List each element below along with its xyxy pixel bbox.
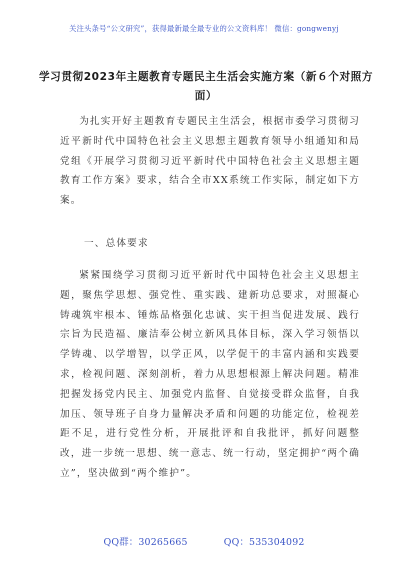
footer-contact <box>0 534 408 548</box>
intro-paragraph: 为扎实开好主题教育专题民主生活会，根据市委学习贯彻习近平新时代中国特色社会主义思想主题教育领导小组通知和局党组《开展学习贯彻习近平新时代中国特色社会主义思想主题教育工作方案》要求，结合全市XX系统工作实际，制定如下方案。 <box>60 116 360 207</box>
qq-number-label: QQ：535304092 <box>223 537 305 548</box>
section-heading: 一、总体要求 <box>84 238 149 249</box>
document-title: 学习贯彻2023年主题教育专题民主生活会实施方案（新６个对照方面） <box>38 71 374 102</box>
header-banner: 关注头条号“公文研究”，获得最新最全最专业的公文资料库！ 微信：gongwenyj <box>69 24 339 33</box>
qq-group-label: QQ群：30265665 <box>103 537 188 548</box>
body-paragraph: 紧紧围绕学习贯彻习近平新时代中国特色社会主义思想主题，聚焦学思想、强党性、重实践、建新功总要求，对照凝心铸魂筑牢根本、锤炼品格强化忠诚、实干担当促进发展、践行宗旨为民造福、廉洁奉公树立新风具体目标，深入学习领悟以学铸魂、以学增智，以学正风，以学促干的丰富内涵和实践要求，检视问题、深刻剖析，着力从思想根源上解决问题。精准把握发扬党内民主、加强党内监督、自觉接受群众监督，自我加压、领导班子自身力量解决矛盾和问题的功能定位，检视差距不足，进行党性分析，开展批评和自我批评，抓好问题整改，进一步统一思想、统一意志、统一行动，坚定拥护“两个确立”，坚决做到“两个维护”。 <box>60 270 360 479</box>
